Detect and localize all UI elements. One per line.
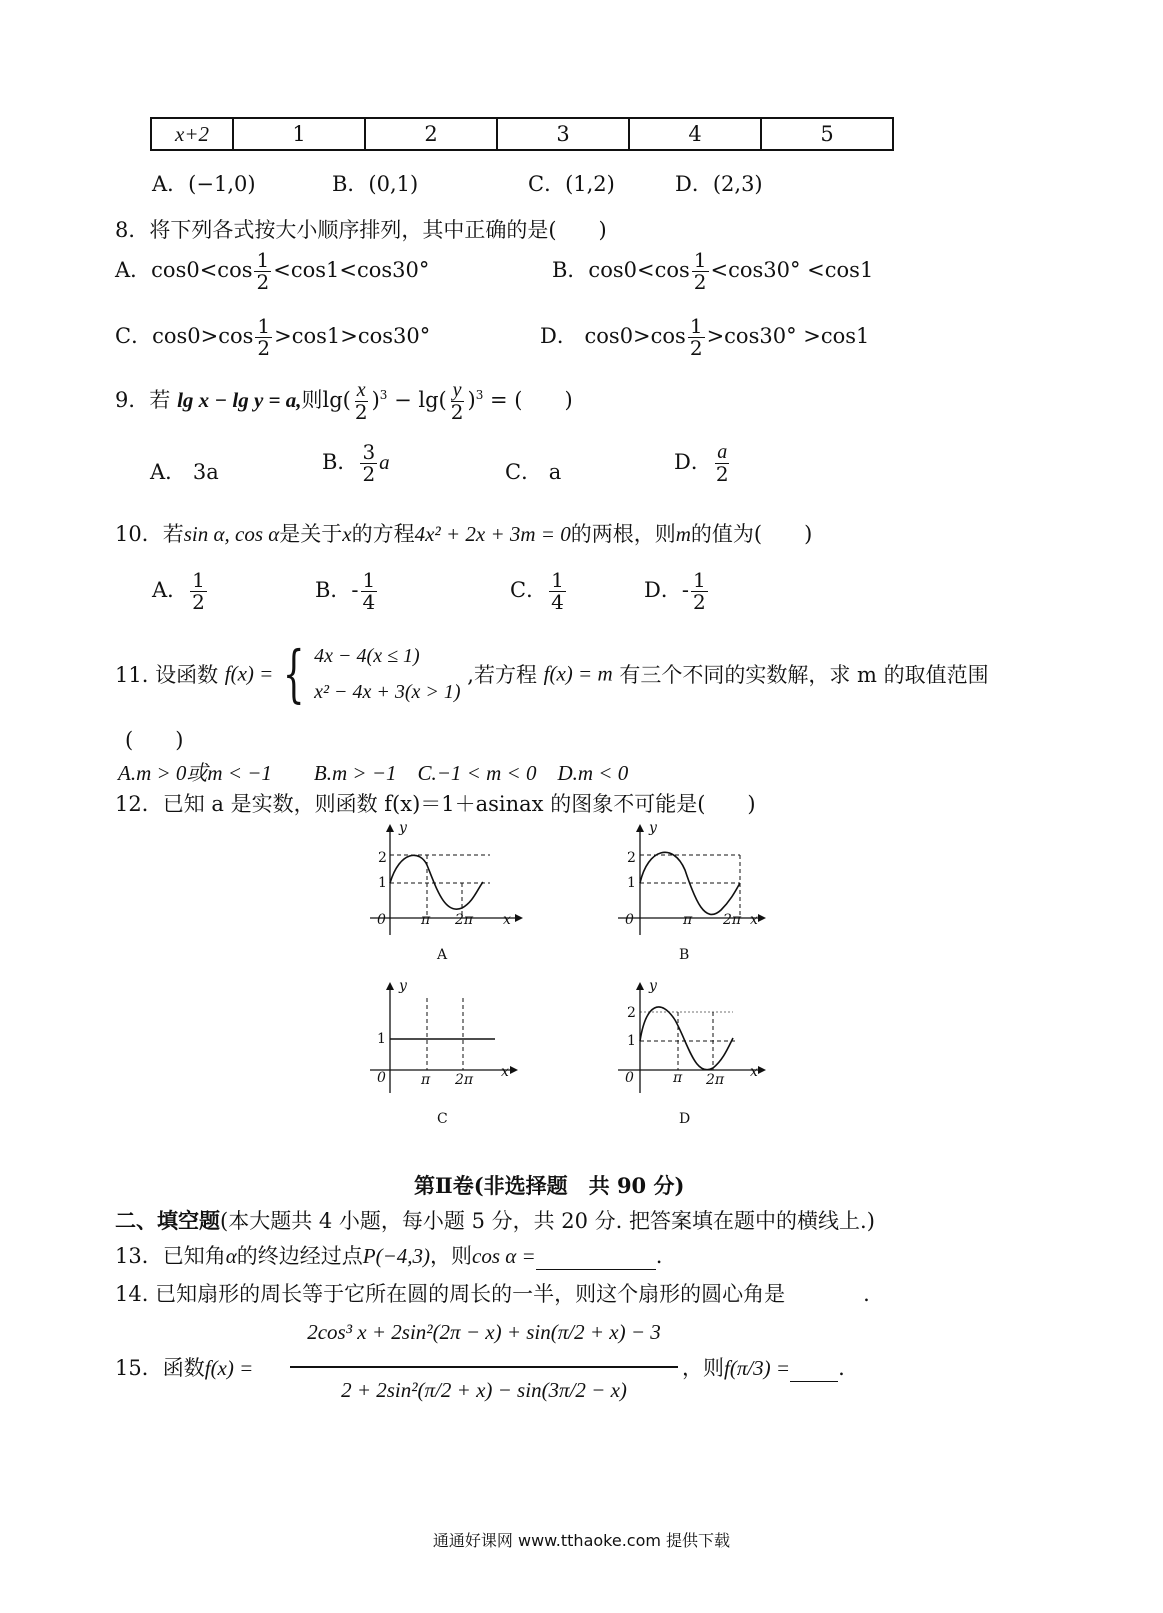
- table-cell-2: 2: [365, 118, 497, 150]
- q7-option-a: A．(−1,0): [152, 172, 256, 196]
- q8-c-prefix: C．cos0>cos: [115, 324, 254, 348]
- graph-c-plot: [365, 978, 525, 1098]
- q15-prefix: 15．函数f(x) =: [115, 1356, 254, 1380]
- q9-option-b: B． $\frac{3}{2}$ a: [322, 440, 390, 486]
- table-cell-1: 1: [233, 118, 365, 150]
- graph-b-plot: [613, 820, 773, 940]
- fraction-half: $\frac{1}{2}$: [689, 314, 703, 360]
- left-brace-icon: {: [282, 637, 305, 710]
- q8-d-prefix: D． cos0>cos: [540, 324, 686, 348]
- q10-option-b: B．- $\frac{1}{4}$: [315, 568, 376, 614]
- answer-blank[interactable]: [790, 1359, 838, 1382]
- q7-option-d: D．(2,3): [675, 172, 763, 196]
- section-title: 第Ⅱ卷(非选择题 共 90 分): [414, 1173, 685, 1198]
- q8-b-prefix: B．cos0<cos: [552, 258, 690, 282]
- q14: 14. 已知扇形的周长等于它所在圆的周长的一半，则这个扇形的圆心角是 .: [115, 1282, 870, 1306]
- graph-a-label: A: [437, 947, 448, 963]
- q8-option-a: [115, 250, 429, 293]
- piecewise-cases: 4x − 4(x ≤ 1) x² − 4x + 3(x > 1): [314, 645, 461, 703]
- graph-c: y 1 0 π 2π x C: [365, 978, 525, 1098]
- q13: 13．已知角α的终边经过点P(−4,3)，则cos α = .: [115, 1244, 663, 1268]
- q15-denominator: 2 + 2sin²(π/2 + x) − sin(3π/2 − x): [341, 1378, 627, 1402]
- fill-heading: 二、填空题(本大题共 4 小题，每小题 5 分，共 20 分. 把答案填在题中的横线上.): [115, 1208, 875, 1233]
- q8-d-suffix: >cos30° >cos1: [706, 324, 870, 348]
- page-footer: 通通好课网 www.tthaoke.com 提供下载: [432, 1531, 731, 1550]
- q8-option-b: [552, 250, 873, 293]
- q15-numerator: 2cos³ x + 2sin²(2π − x) + sin(π/2 + x) − 3: [307, 1320, 661, 1344]
- q9-stem: 9．若 lg x − lg y = a,则lg( $\frac{x}{2}$ )$^3$ − lg( $\frac{y}{2}$ )$^3$ = ( ): [115, 379, 573, 424]
- q7-option-b: B．(0,1): [332, 172, 419, 196]
- table-cell-3: 3: [497, 118, 629, 150]
- q9-condition: lg x − lg y = a,: [177, 388, 302, 412]
- fraction-half: $\frac{1}{2}$: [256, 248, 270, 294]
- table-header-cell: x+2: [151, 118, 233, 150]
- q8-option-c: [115, 316, 430, 359]
- graph-d-label: D: [679, 1111, 691, 1127]
- fraction-half: $\frac{1}{2}$: [693, 248, 707, 294]
- graph-b: y 2 1 0 π 2π x B: [613, 820, 773, 940]
- q7-option-c: C．(1,2): [528, 172, 615, 196]
- q8-c-suffix: >cos1>cos30°: [274, 324, 431, 348]
- graph-c-label: C: [437, 1111, 448, 1127]
- q11-options: A.m > 0或m < −1 B.m > −1 C.−1 < m < 0 D.m < 0: [118, 761, 629, 785]
- q9-option-d: D． $\frac{a}{2}$: [674, 441, 729, 486]
- graph-d: y 2 1 0 π 2π x D: [613, 978, 773, 1098]
- answer-blank[interactable]: [536, 1247, 656, 1270]
- graph-d-plot: [613, 978, 773, 1098]
- q10-option-d: D．- $\frac{1}{2}$: [644, 568, 706, 614]
- table-cell-4: 4: [629, 118, 761, 150]
- q15-suffix: ，则f(π/3) = .: [682, 1356, 845, 1380]
- q10-option-a: A． $\frac{1}{2}$: [152, 568, 205, 614]
- q9-option-c: C． a: [505, 460, 562, 484]
- q9-option-a: A． 3a: [150, 460, 219, 484]
- q11-stem: 11. 设函数 f(x) = { 4x − 4(x ≤ 1) x² − 4x + 3(x > 1) ,若方程 f(x) = m 有三个不同的实数解，求 m 的取值范围: [115, 637, 989, 710]
- q12-stem: 12．已知 a 是实数，则函数 f(x)＝1＋asinax 的图象不可能是( ): [115, 792, 756, 816]
- table-cell-5: 5: [761, 118, 893, 150]
- q8-b-suffix: <cos30° <cos1: [710, 258, 874, 282]
- q8-a-prefix: A．cos0<cos: [115, 258, 253, 282]
- q8-a-suffix: <cos1<cos30°: [273, 258, 430, 282]
- graph-a: y 2 1 0 π 2π x A: [365, 820, 525, 940]
- q11-paren: ( ): [125, 728, 184, 752]
- fraction-half: $\frac{1}{2}$: [257, 314, 271, 360]
- graph-b-label: B: [679, 947, 690, 963]
- graph-a-plot: [365, 820, 525, 940]
- value-table: [150, 117, 894, 151]
- q10-stem: 10．若sin α, cos α是关于x的方程4x² + 2x + 3m = 0的两根，则m的值为( ): [115, 522, 813, 546]
- q8-option-d: [540, 316, 869, 359]
- q10-option-c: C． $\frac{1}{4}$: [510, 568, 564, 614]
- q8-stem: 8．将下列各式按大小顺序排列，其中正确的是( ): [115, 218, 607, 242]
